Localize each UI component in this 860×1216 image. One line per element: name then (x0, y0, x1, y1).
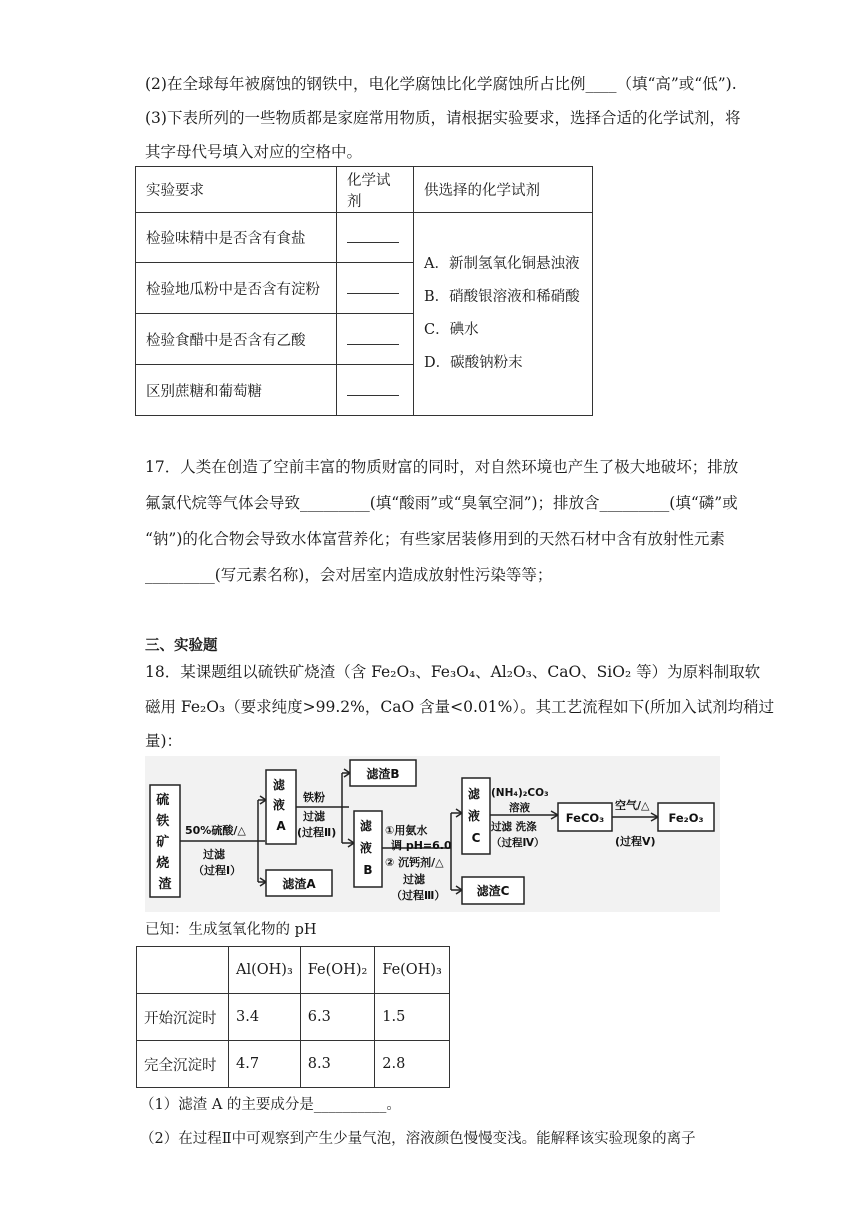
option-a: A．新制氢氧化铜悬浊液 (424, 256, 580, 272)
reagent-table (135, 166, 593, 416)
ph-header-blank (137, 947, 229, 994)
q2-text: (2)在全球每年被腐蚀的钢铁中，电化学腐蚀比化学腐蚀所占比例____（填“高”或“低”). (145, 75, 737, 93)
known-text: 已知：生成氢氧化物的 pH (145, 922, 317, 938)
residue-a-label: 滤渣A (282, 877, 316, 891)
process-flowchart (145, 756, 720, 912)
ph-header-feoh3: Fe(OH)₃ (375, 947, 450, 994)
step5-top-label: 空气/△ (615, 799, 650, 812)
answer-blank (337, 263, 414, 314)
q18-line-1: 18．某课题组以硫铁矿烧渣（含 Fe₂O₃、Fe₃O₄、Al₂O₃、CaO、SiO₂ 等）为原料制取软 (145, 663, 761, 681)
ph-value: 4.7 (229, 1041, 301, 1088)
options-cell (414, 213, 593, 416)
q3-line-2: 其字母代号填入对应的空格中。 (145, 143, 363, 161)
step1-top-label: 50%硫酸/△ (185, 824, 246, 837)
fe2o3-label: Fe₂O₃ (668, 811, 704, 825)
q18-line-3: 量)： (145, 732, 183, 750)
section-title: 三、实验题 (145, 638, 218, 654)
ph-value: 3.4 (229, 994, 301, 1041)
ph-value: 1.5 (375, 994, 450, 1041)
filtrate-b-label: 滤 液 B (359, 819, 373, 877)
ph-row-label: 完全沉淀时 (137, 1041, 229, 1088)
row-requirement: 检验食醋中是否含有乙酸 (136, 314, 337, 365)
step5-bottom-label: (过程Ⅴ) (615, 835, 656, 848)
header-reagent: 化学试剂 (337, 167, 414, 213)
sub-question-2: （2）在过程Ⅱ中可观察到产生少量气泡，溶液颜色慢慢变浅。能解释该实验现象的离子 (140, 1131, 696, 1147)
ph-row-label: 开始沉淀时 (137, 994, 229, 1041)
sub-question-1: （1）滤渣 A 的主要成分是__________。 (140, 1097, 401, 1113)
ph-table (136, 946, 450, 1088)
q17-line-2: 氟氯代烷等气体会导致_________(填“酸雨”或“臭氧空洞”)；排放含_________(填“磷”或 (145, 494, 738, 512)
filtrate-a-label: 滤 液 A (272, 778, 286, 833)
answer-blank (337, 365, 414, 416)
q18-line-2: 磁用 Fe₂O₃（要求纯度>99.2%，CaO 含量<0.01%）。其工艺流程如下(所加入试剂均稍过 (145, 698, 775, 716)
q17-line-4: _________(写元素名称)，会对居室内造成放射性污染等等； (145, 566, 553, 584)
step3-label: ①用氨水 调 pH=6.0 ② 沉钙剂/△ 过滤 （过程Ⅲ） (385, 824, 452, 902)
q3-line-1: (3)下表所列的一些物质都是家庭常用物质，请根据实验要求，选择合适的化学试剂，将 (145, 109, 741, 127)
option-b: B．硝酸银溶液和稀硝酸 (424, 289, 580, 305)
header-options: 供选择的化学试剂 (414, 167, 593, 213)
filtrate-c-label: 滤 液 C (467, 787, 481, 845)
option-d: D．碳酸钠粉末 (424, 355, 523, 371)
step1-bottom-label: 过滤 （过程Ⅰ） (193, 848, 242, 877)
residue-b-label: 滤渣B (366, 767, 400, 781)
row-requirement: 区别蔗糖和葡萄糖 (136, 365, 337, 416)
ph-header-feoh2: Fe(OH)₂ (300, 947, 375, 994)
ph-header-aloh3: Al(OH)₃ (229, 947, 301, 994)
residue-c-label: 滤渣C (476, 884, 510, 898)
q17-line-3: “钠”)的化合物会导致水体富营养化；有些家居装修用到的天然石材中含有放射性元素 (145, 530, 725, 548)
header-requirement: 实验要求 (136, 167, 337, 213)
option-c: C．碘水 (424, 322, 479, 338)
ph-value: 8.3 (300, 1041, 375, 1088)
step2-label: 铁粉 过滤 (过程Ⅱ) (297, 791, 337, 839)
step4-label: (NH₄)₂CO₃ 溶液 过滤 洗涤 （过程Ⅳ） (491, 787, 549, 849)
q17-line-1: 17．人类在创造了空前丰富的物质财富的同时，对自然环境也产生了极大地破坏；排放 (145, 458, 739, 476)
ph-value: 2.8 (375, 1041, 450, 1088)
ph-value: 6.3 (300, 994, 375, 1041)
answer-blank (337, 213, 414, 263)
row-requirement: 检验味精中是否含有食盐 (136, 213, 337, 263)
feco3-label: FeCO₃ (565, 811, 605, 825)
answer-blank (337, 314, 414, 365)
start-label: 硫 铁 矿 烧 渣 (156, 793, 172, 892)
row-requirement: 检验地瓜粉中是否含有淀粉 (136, 263, 337, 314)
